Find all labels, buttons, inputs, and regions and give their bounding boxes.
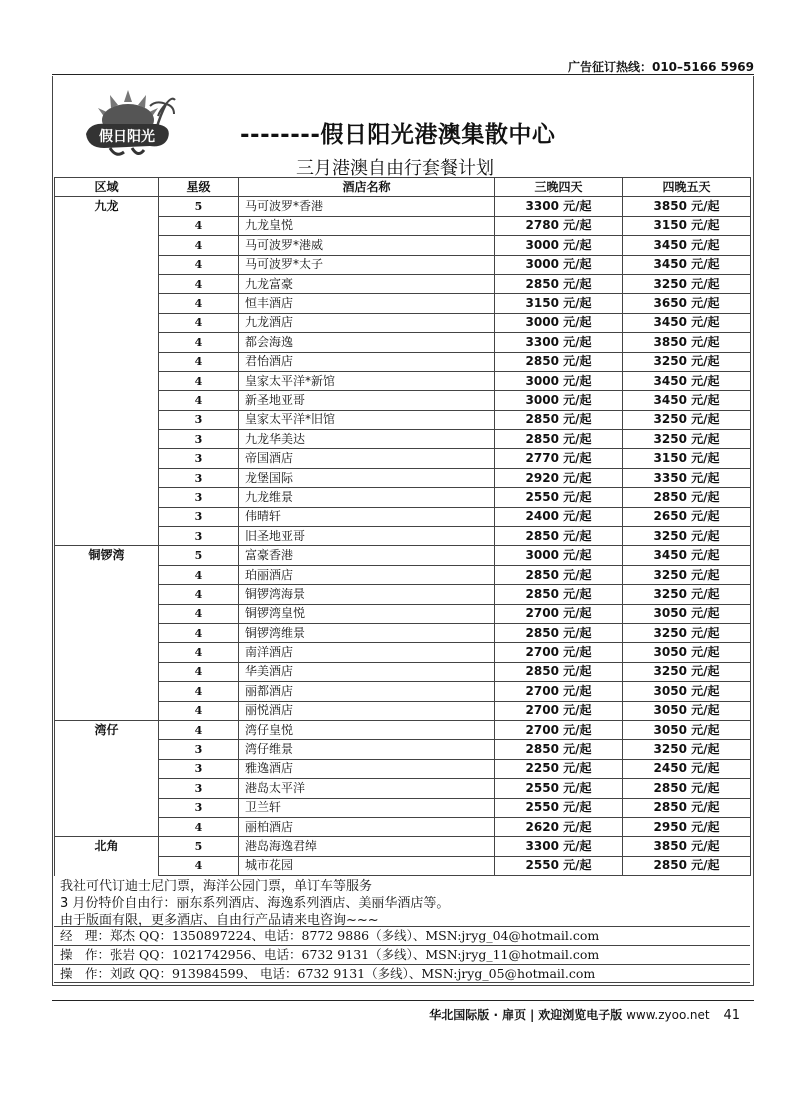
table-row — [55, 643, 751, 662]
table-body — [55, 197, 751, 876]
col-header-4n5d: 四晚五天 — [623, 178, 751, 197]
cell-area — [55, 527, 159, 546]
cell-price-4n5d: 2850 元/起 — [623, 488, 751, 507]
cell-price-3n4d: 3150 元/起 — [495, 294, 623, 313]
cell-hotel-name: 九龙维景 — [239, 488, 495, 507]
cell-hotel-name: 恒丰酒店 — [239, 294, 495, 313]
footer-slogan: 欢迎浏览电子版 — [538, 1008, 623, 1022]
cell-hotel-name: 君怡酒店 — [239, 352, 495, 371]
cell-star-rating: 4 — [159, 391, 239, 410]
table-row — [55, 236, 751, 255]
cell-hotel-name: 旧圣地亚哥 — [239, 527, 495, 546]
cell-price-4n5d: 3050 元/起 — [623, 643, 751, 662]
cell-price-3n4d: 2700 元/起 — [495, 701, 623, 720]
cell-price-3n4d: 2850 元/起 — [495, 623, 623, 642]
table-row — [55, 817, 751, 836]
table-row — [55, 371, 751, 390]
cell-area — [55, 507, 159, 526]
cell-area — [55, 623, 159, 642]
cell-hotel-name: 新圣地亚哥 — [239, 391, 495, 410]
cell-area — [55, 449, 159, 468]
cell-price-4n5d: 2850 元/起 — [623, 798, 751, 817]
cell-area — [55, 817, 159, 836]
cell-star-rating: 4 — [159, 565, 239, 584]
cell-star-rating: 4 — [159, 313, 239, 332]
cell-price-4n5d: 3150 元/起 — [623, 216, 751, 235]
contact-list — [54, 926, 750, 983]
cell-area — [55, 682, 159, 701]
cell-price-3n4d: 2700 元/起 — [495, 682, 623, 701]
cell-hotel-name: 丽柏酒店 — [239, 817, 495, 836]
cell-area — [55, 798, 159, 817]
contact-role: 操 作： — [60, 947, 111, 962]
cell-price-4n5d: 3250 元/起 — [623, 527, 751, 546]
contact-detail: 郑杰 QQ：1350897224、电话：8772 9886（多线）、MSN:jryg_04@hotmail.com — [110, 928, 600, 943]
cell-star-rating: 5 — [159, 197, 239, 216]
contact-role: 经 理： — [60, 928, 111, 943]
cell-hotel-name: 湾仔皇悦 — [239, 720, 495, 739]
cell-price-3n4d: 3000 元/起 — [495, 546, 623, 565]
cell-price-4n5d: 3250 元/起 — [623, 410, 751, 429]
cell-star-rating: 4 — [159, 662, 239, 681]
page-subtitle: 三月港澳自由行套餐计划 — [296, 158, 494, 179]
table-row — [55, 313, 751, 332]
cell-price-3n4d: 2850 元/起 — [495, 410, 623, 429]
cell-hotel-name: 马可波罗*港威 — [239, 236, 495, 255]
cell-price-3n4d: 2850 元/起 — [495, 565, 623, 584]
cell-star-rating: 4 — [159, 333, 239, 352]
cell-hotel-name: 九龙皇悦 — [239, 216, 495, 235]
cell-price-4n5d: 2850 元/起 — [623, 779, 751, 798]
cell-price-3n4d: 3000 元/起 — [495, 236, 623, 255]
cell-area — [55, 856, 159, 875]
cell-price-3n4d: 3000 元/起 — [495, 371, 623, 390]
cell-area — [55, 274, 159, 293]
cell-hotel-name: 马可波罗*太子 — [239, 255, 495, 274]
cell-price-3n4d: 2620 元/起 — [495, 817, 623, 836]
cell-price-3n4d: 2770 元/起 — [495, 449, 623, 468]
cell-star-rating: 3 — [159, 759, 239, 778]
cell-price-4n5d: 3250 元/起 — [623, 565, 751, 584]
cell-area — [55, 759, 159, 778]
page-footer — [429, 1006, 740, 1023]
cell-hotel-name: 九龙华美达 — [239, 430, 495, 449]
cell-price-3n4d: 2920 元/起 — [495, 468, 623, 487]
cell-price-3n4d: 2550 元/起 — [495, 856, 623, 875]
table-row — [55, 216, 751, 235]
cell-star-rating: 4 — [159, 623, 239, 642]
table-row — [55, 274, 751, 293]
cell-star-rating: 4 — [159, 817, 239, 836]
cell-area — [55, 371, 159, 390]
table-row — [55, 682, 751, 701]
cell-star-rating: 4 — [159, 236, 239, 255]
cell-price-3n4d: 2700 元/起 — [495, 604, 623, 623]
cell-price-3n4d: 2700 元/起 — [495, 720, 623, 739]
cell-star-rating: 5 — [159, 837, 239, 856]
cell-star-rating: 4 — [159, 274, 239, 293]
cell-hotel-name: 皇家太平洋*新馆 — [239, 371, 495, 390]
contact-row-operator — [54, 945, 750, 964]
cell-price-4n5d: 3250 元/起 — [623, 430, 751, 449]
cell-price-4n5d: 3050 元/起 — [623, 604, 751, 623]
cell-star-rating: 3 — [159, 507, 239, 526]
cell-star-rating: 4 — [159, 856, 239, 875]
table-row — [55, 837, 751, 856]
cell-price-3n4d: 2850 元/起 — [495, 352, 623, 371]
cell-price-4n5d: 3250 元/起 — [623, 740, 751, 759]
cell-price-3n4d: 2550 元/起 — [495, 798, 623, 817]
cell-area — [55, 643, 159, 662]
table-row — [55, 410, 751, 429]
cell-price-3n4d: 2550 元/起 — [495, 488, 623, 507]
cell-star-rating: 4 — [159, 585, 239, 604]
cell-price-4n5d: 3050 元/起 — [623, 720, 751, 739]
cell-area — [55, 662, 159, 681]
table-header-row — [55, 178, 751, 197]
cell-star-rating: 4 — [159, 255, 239, 274]
top-rule — [52, 74, 754, 75]
cell-area — [55, 701, 159, 720]
contact-detail: 刘政 QQ：913984599、 电话：6732 9131（多线）、MSN:jryg_05@hotmail.com — [110, 966, 596, 981]
cell-price-4n5d: 3150 元/起 — [623, 449, 751, 468]
cell-price-4n5d: 3250 元/起 — [623, 352, 751, 371]
footer-site-link[interactable]: www.zyoo.net — [626, 1008, 710, 1022]
cell-hotel-name: 城市花园 — [239, 856, 495, 875]
cell-price-4n5d: 3850 元/起 — [623, 197, 751, 216]
table-row — [55, 798, 751, 817]
ad-hotline: 广告征订热线：010–5166 5969 — [567, 60, 754, 74]
cell-hotel-name: 帝国酒店 — [239, 449, 495, 468]
note-line: 3 月份特价自由行：丽东系列酒店、海逸系列酒店、美丽华酒店等。 — [60, 896, 450, 911]
cell-price-4n5d: 2950 元/起 — [623, 817, 751, 836]
cell-area: 湾仔 — [55, 720, 159, 739]
cell-area — [55, 216, 159, 235]
cell-area — [55, 410, 159, 429]
col-header-star: 星级 — [159, 178, 239, 197]
table-row — [55, 488, 751, 507]
cell-price-4n5d: 3850 元/起 — [623, 333, 751, 352]
cell-price-3n4d: 3300 元/起 — [495, 197, 623, 216]
cell-hotel-name: 马可波罗*香港 — [239, 197, 495, 216]
cell-price-4n5d: 2650 元/起 — [623, 507, 751, 526]
footer-rule — [52, 1000, 754, 1001]
cell-price-4n5d: 3450 元/起 — [623, 255, 751, 274]
cell-star-rating: 4 — [159, 371, 239, 390]
cell-area — [55, 236, 159, 255]
contact-detail: 张岩 QQ：1021742956、电话：6732 9131（多线）、MSN:jryg_11@hotmail.com — [110, 947, 600, 962]
cell-star-rating: 3 — [159, 798, 239, 817]
cell-star-rating: 3 — [159, 740, 239, 759]
table-row — [55, 527, 751, 546]
cell-hotel-name: 铜锣湾维景 — [239, 623, 495, 642]
table-row — [55, 294, 751, 313]
table-row — [55, 759, 751, 778]
contact-row-manager — [54, 926, 750, 945]
cell-price-4n5d: 3450 元/起 — [623, 546, 751, 565]
page-title: --------假日阳光港澳集散中心 — [240, 122, 556, 148]
cell-hotel-name: 丽都酒店 — [239, 682, 495, 701]
cell-price-4n5d: 3450 元/起 — [623, 313, 751, 332]
cell-price-3n4d: 2850 元/起 — [495, 527, 623, 546]
table-row — [55, 701, 751, 720]
cell-star-rating: 3 — [159, 488, 239, 507]
cell-area: 铜锣湾 — [55, 546, 159, 565]
table-row — [55, 740, 751, 759]
logo-text: 假日阳光 — [99, 129, 155, 145]
cell-price-3n4d: 2700 元/起 — [495, 643, 623, 662]
cell-hotel-name: 港岛海逸君绰 — [239, 837, 495, 856]
cell-price-4n5d: 3250 元/起 — [623, 585, 751, 604]
cell-hotel-name: 南洋酒店 — [239, 643, 495, 662]
cell-price-4n5d: 3250 元/起 — [623, 662, 751, 681]
cell-star-rating: 4 — [159, 720, 239, 739]
table-row — [55, 565, 751, 584]
cell-price-3n4d: 2850 元/起 — [495, 740, 623, 759]
cell-price-4n5d: 3650 元/起 — [623, 294, 751, 313]
cell-area — [55, 313, 159, 332]
contact-row-operator — [54, 964, 750, 983]
cell-hotel-name: 富豪香港 — [239, 546, 495, 565]
cell-hotel-name: 丽悦酒店 — [239, 701, 495, 720]
cell-price-3n4d: 2780 元/起 — [495, 216, 623, 235]
cell-star-rating: 4 — [159, 352, 239, 371]
col-header-3n4d: 三晚四天 — [495, 178, 623, 197]
cell-price-3n4d: 2850 元/起 — [495, 430, 623, 449]
cell-price-4n5d: 3250 元/起 — [623, 623, 751, 642]
cell-price-4n5d: 3250 元/起 — [623, 274, 751, 293]
cell-star-rating: 4 — [159, 682, 239, 701]
table-row — [55, 585, 751, 604]
cell-area — [55, 740, 159, 759]
cell-hotel-name: 雅逸酒店 — [239, 759, 495, 778]
note-line: 我社可代订迪士尼门票，海洋公园门票，单订车等服务 — [60, 879, 373, 894]
table-row — [55, 449, 751, 468]
cell-area — [55, 294, 159, 313]
cell-area — [55, 565, 159, 584]
cell-hotel-name: 九龙富豪 — [239, 274, 495, 293]
cell-hotel-name: 龙堡国际 — [239, 468, 495, 487]
cell-price-3n4d: 2850 元/起 — [495, 585, 623, 604]
cell-hotel-name: 华美酒店 — [239, 662, 495, 681]
col-header-area: 区域 — [55, 178, 159, 197]
cell-price-4n5d: 3450 元/起 — [623, 236, 751, 255]
table-row — [55, 779, 751, 798]
cell-price-4n5d: 3850 元/起 — [623, 837, 751, 856]
cell-area — [55, 468, 159, 487]
cell-area — [55, 430, 159, 449]
note-line: 由于版面有限，更多酒店、自由行产品请来电咨询~~~ — [60, 913, 379, 928]
cell-price-3n4d: 3000 元/起 — [495, 255, 623, 274]
cell-star-rating: 3 — [159, 410, 239, 429]
cell-price-3n4d: 2400 元/起 — [495, 507, 623, 526]
table-row — [55, 197, 751, 216]
cell-star-rating: 5 — [159, 546, 239, 565]
page-number: 41 — [723, 1008, 740, 1023]
cell-star-rating: 3 — [159, 527, 239, 546]
cell-area — [55, 255, 159, 274]
cell-hotel-name: 港岛太平洋 — [239, 779, 495, 798]
cell-price-4n5d: 3450 元/起 — [623, 391, 751, 410]
cell-price-3n4d: 3300 元/起 — [495, 333, 623, 352]
cell-price-4n5d: 3350 元/起 — [623, 468, 751, 487]
table-row — [55, 507, 751, 526]
cell-star-rating: 3 — [159, 449, 239, 468]
cell-star-rating: 4 — [159, 643, 239, 662]
cell-price-4n5d: 2850 元/起 — [623, 856, 751, 875]
table-row — [55, 468, 751, 487]
cell-area: 北角 — [55, 837, 159, 856]
cell-hotel-name: 九龙酒店 — [239, 313, 495, 332]
cell-area — [55, 352, 159, 371]
table-row — [55, 546, 751, 565]
cell-price-3n4d: 2550 元/起 — [495, 779, 623, 798]
cell-price-3n4d: 2850 元/起 — [495, 662, 623, 681]
cell-price-4n5d: 3050 元/起 — [623, 701, 751, 720]
cell-hotel-name: 珀丽酒店 — [239, 565, 495, 584]
table-row — [55, 604, 751, 623]
cell-area — [55, 779, 159, 798]
cell-hotel-name: 卫兰轩 — [239, 798, 495, 817]
cell-price-4n5d: 3050 元/起 — [623, 682, 751, 701]
cell-area: 九龙 — [55, 197, 159, 216]
cell-price-3n4d: 3000 元/起 — [495, 313, 623, 332]
cell-star-rating: 3 — [159, 468, 239, 487]
cell-star-rating: 4 — [159, 701, 239, 720]
hotel-price-table — [54, 177, 751, 876]
cell-hotel-name: 湾仔维景 — [239, 740, 495, 759]
cell-star-rating: 4 — [159, 604, 239, 623]
notes — [60, 878, 449, 929]
table-row — [55, 333, 751, 352]
footer-edition: 华北国际版 · 扉页 — [429, 1008, 527, 1022]
cell-price-3n4d: 3300 元/起 — [495, 837, 623, 856]
table-row — [55, 255, 751, 274]
table-row — [55, 662, 751, 681]
contact-role: 操 作： — [60, 966, 111, 981]
table-row — [55, 352, 751, 371]
cell-area — [55, 585, 159, 604]
footer-separator: | — [530, 1008, 535, 1022]
cell-price-4n5d: 2450 元/起 — [623, 759, 751, 778]
cell-hotel-name: 都会海逸 — [239, 333, 495, 352]
sunshine-logo-icon — [80, 86, 176, 160]
cell-price-3n4d: 2250 元/起 — [495, 759, 623, 778]
cell-hotel-name: 伟晴轩 — [239, 507, 495, 526]
table-row — [55, 623, 751, 642]
cell-star-rating: 3 — [159, 779, 239, 798]
cell-hotel-name: 皇家太平洋*旧馆 — [239, 410, 495, 429]
cell-area — [55, 604, 159, 623]
cell-price-3n4d: 3000 元/起 — [495, 391, 623, 410]
table-row — [55, 430, 751, 449]
table-row — [55, 720, 751, 739]
col-header-hotel: 酒店名称 — [239, 178, 495, 197]
cell-price-4n5d: 3450 元/起 — [623, 371, 751, 390]
cell-star-rating: 3 — [159, 430, 239, 449]
cell-hotel-name: 铜锣湾皇悦 — [239, 604, 495, 623]
cell-star-rating: 4 — [159, 294, 239, 313]
cell-price-3n4d: 2850 元/起 — [495, 274, 623, 293]
cell-hotel-name: 铜锣湾海景 — [239, 585, 495, 604]
table-row — [55, 391, 751, 410]
cell-area — [55, 333, 159, 352]
cell-star-rating: 4 — [159, 216, 239, 235]
cell-area — [55, 488, 159, 507]
cell-area — [55, 391, 159, 410]
table-row — [55, 856, 751, 875]
